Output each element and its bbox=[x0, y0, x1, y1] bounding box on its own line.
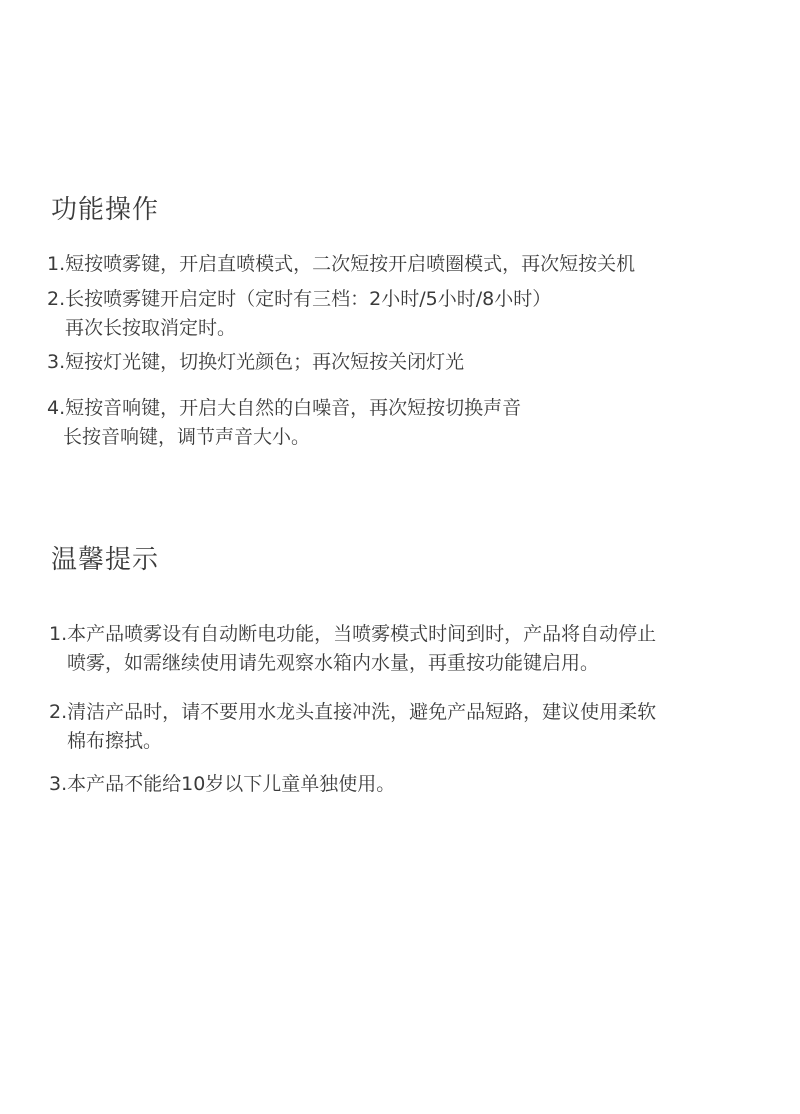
tip-item-3-text: 3.本产品不能给10岁以下儿童单独使用。 bbox=[49, 773, 396, 795]
operation-item-2-text: 2.长按喷雾键开启定时（定时有三档：2小时/5小时/8小时） bbox=[47, 288, 552, 310]
operation-item-2 bbox=[47, 285, 551, 343]
tip-item-2-text: 2.清洁产品时，请不要用水龙头直接冲洗，避免产品短路，建议使用柔软 bbox=[49, 701, 657, 723]
tip-item-3 bbox=[49, 770, 395, 799]
operation-item-4-text: 4.短按音响键，开启大自然的白噪音，再次短按切换声音 bbox=[47, 397, 522, 419]
section-title-operations: 功能操作 bbox=[51, 195, 160, 225]
operation-item-3-text: 3.短按灯光键，切换灯光颜色；再次短按关闭灯光 bbox=[47, 351, 465, 373]
tip-item-2-continuation: 棉布擦拭。 bbox=[67, 730, 163, 752]
operation-item-1-text: 1.短按喷雾键，开启直喷模式，二次短按开启喷圈模式，再次短按关机 bbox=[47, 253, 636, 275]
operation-item-3 bbox=[47, 348, 464, 377]
operation-item-2-continuation: 再次长按取消定时。 bbox=[65, 317, 237, 339]
tip-item-1 bbox=[49, 620, 656, 678]
tip-item-1-continuation: 喷雾，如需继续使用请先观察水箱内水量，再重按功能键启用。 bbox=[67, 652, 600, 674]
operation-item-4-continuation: 长按音响键，调节声音大小。 bbox=[63, 426, 311, 448]
operation-item-1 bbox=[47, 250, 635, 279]
operation-item-4 bbox=[47, 394, 521, 452]
section-title-tips: 温馨提示 bbox=[51, 545, 160, 575]
tip-item-1-text: 1.本产品喷雾设有自动断电功能，当喷雾模式时间到时，产品将自动停止 bbox=[49, 623, 657, 645]
tip-item-2 bbox=[49, 698, 656, 756]
